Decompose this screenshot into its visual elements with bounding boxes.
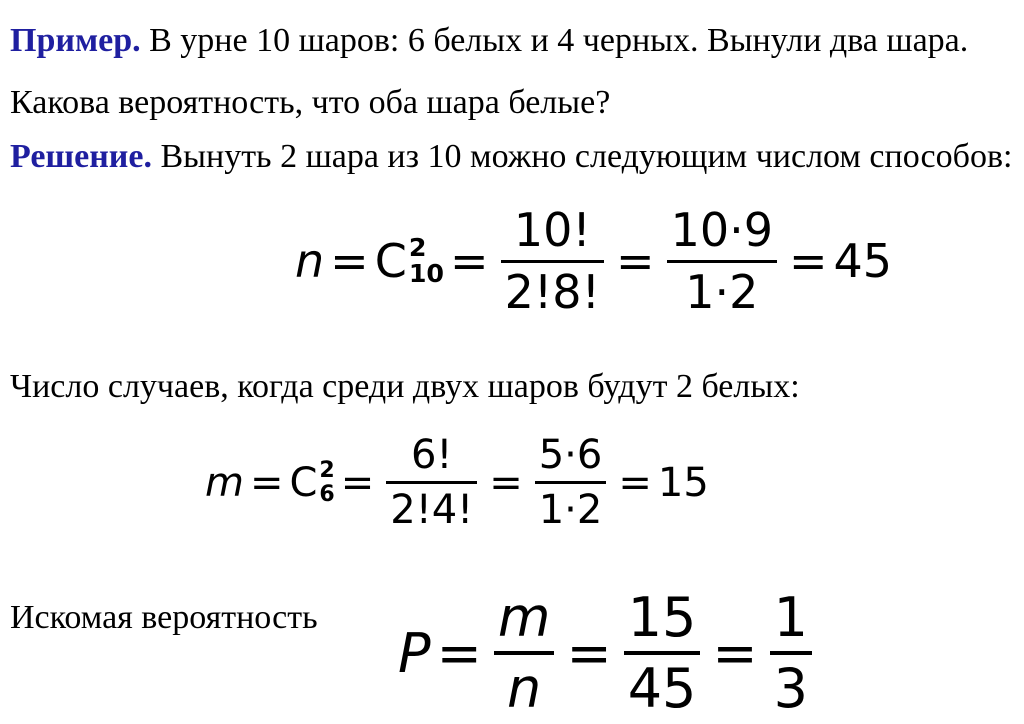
- formula-m-eq-4: =: [618, 459, 652, 506]
- formula-m-frac1-num: 6!: [410, 432, 453, 478]
- formula-m-lhs: m: [205, 459, 244, 506]
- formula-m-eq-1: =: [249, 459, 284, 506]
- formula-n-eq-3: =: [616, 234, 655, 289]
- formula-n-frac1-num: 10!: [513, 203, 591, 257]
- solution-label: Решение.: [10, 138, 152, 175]
- formula-n-eq-2: =: [450, 234, 489, 289]
- formula-m-eq-3: =: [489, 459, 523, 506]
- fraction-bar: [501, 260, 604, 263]
- formula-n-combination: [375, 234, 444, 288]
- formula-n-lhs: n: [295, 234, 325, 289]
- formula-n-frac2-num: 10·9: [670, 203, 773, 257]
- formula-p-fraction-2: [624, 588, 701, 719]
- formula-m-frac2-num: 5·6: [538, 432, 603, 478]
- fraction-bar: [624, 651, 701, 655]
- formula-n-comb-sup: 2: [408, 232, 427, 262]
- formula-m-frac1-den: 2!4!: [390, 487, 474, 533]
- example-label: Пример.: [10, 22, 141, 59]
- formula-n-comb-sub: 10: [408, 259, 445, 289]
- formula-n-result: 45: [833, 234, 893, 289]
- example-paragraph: [10, 10, 1014, 134]
- formula-m-fraction-1: [386, 433, 477, 532]
- formula-p-fraction-3: [770, 588, 812, 719]
- solution-text: Вынуть 2 шара из 10 можно следующим числом способов:: [151, 138, 1013, 175]
- solution-paragraph: [10, 126, 1014, 188]
- fraction-bar: [770, 651, 812, 655]
- formula-p-eq-2: =: [566, 621, 612, 685]
- formula-m-eq-2: =: [340, 459, 375, 506]
- formula-m-comb-sup: 2: [319, 458, 335, 484]
- formula-p-frac2-num: 15: [627, 586, 697, 649]
- probability-paragraph: Искомая вероятность: [10, 599, 318, 636]
- formula-m-fraction-2: [535, 433, 607, 532]
- fraction-bar: [535, 481, 607, 484]
- formula-n-comb-letter: C: [374, 234, 407, 289]
- formula-m-comb-sub: 6: [319, 481, 335, 507]
- formula-p-lhs: P: [398, 621, 431, 685]
- formula-m-combination: [289, 459, 334, 505]
- cases-paragraph: Число случаев, когда среди двух шаров будут 2 белых:: [10, 368, 800, 405]
- formula-n-frac2-den: 1·2: [685, 264, 759, 319]
- formula-m: [205, 433, 709, 532]
- formula-p-eq-1: =: [436, 621, 482, 685]
- formula-m-comb-letter: C: [289, 459, 318, 506]
- formula-p-eq-3: =: [712, 621, 758, 685]
- fraction-bar: [386, 481, 477, 484]
- formula-n-frac1-den: 2!8!: [504, 264, 601, 319]
- formula-m-result: 15: [657, 459, 709, 506]
- formula-n-fraction-2: [667, 205, 777, 317]
- fraction-bar: [494, 651, 555, 655]
- formula-p: [398, 588, 818, 719]
- formula-m-frac2-den: 1·2: [538, 487, 603, 533]
- example-text: В урне 10 шаров: 6 белых и 4 черных. Вынули два шара. Какова вероятность, что оба шара белые?: [10, 22, 969, 121]
- formula-n-eq-1: =: [330, 234, 369, 289]
- formula-n-fraction-1: [501, 205, 604, 317]
- formula-p-frac3-num: 1: [773, 586, 809, 649]
- formula-p-frac3-den: 3: [773, 657, 809, 721]
- formula-n-eq-4: =: [788, 234, 828, 289]
- formula-p-frac1-den: n: [507, 657, 542, 721]
- formula-p-frac1-num: m: [497, 586, 551, 649]
- formula-n: [295, 205, 892, 317]
- formula-p-fraction-1: [494, 588, 555, 719]
- fraction-bar: [667, 260, 777, 263]
- formula-p-frac2-den: 45: [627, 657, 697, 721]
